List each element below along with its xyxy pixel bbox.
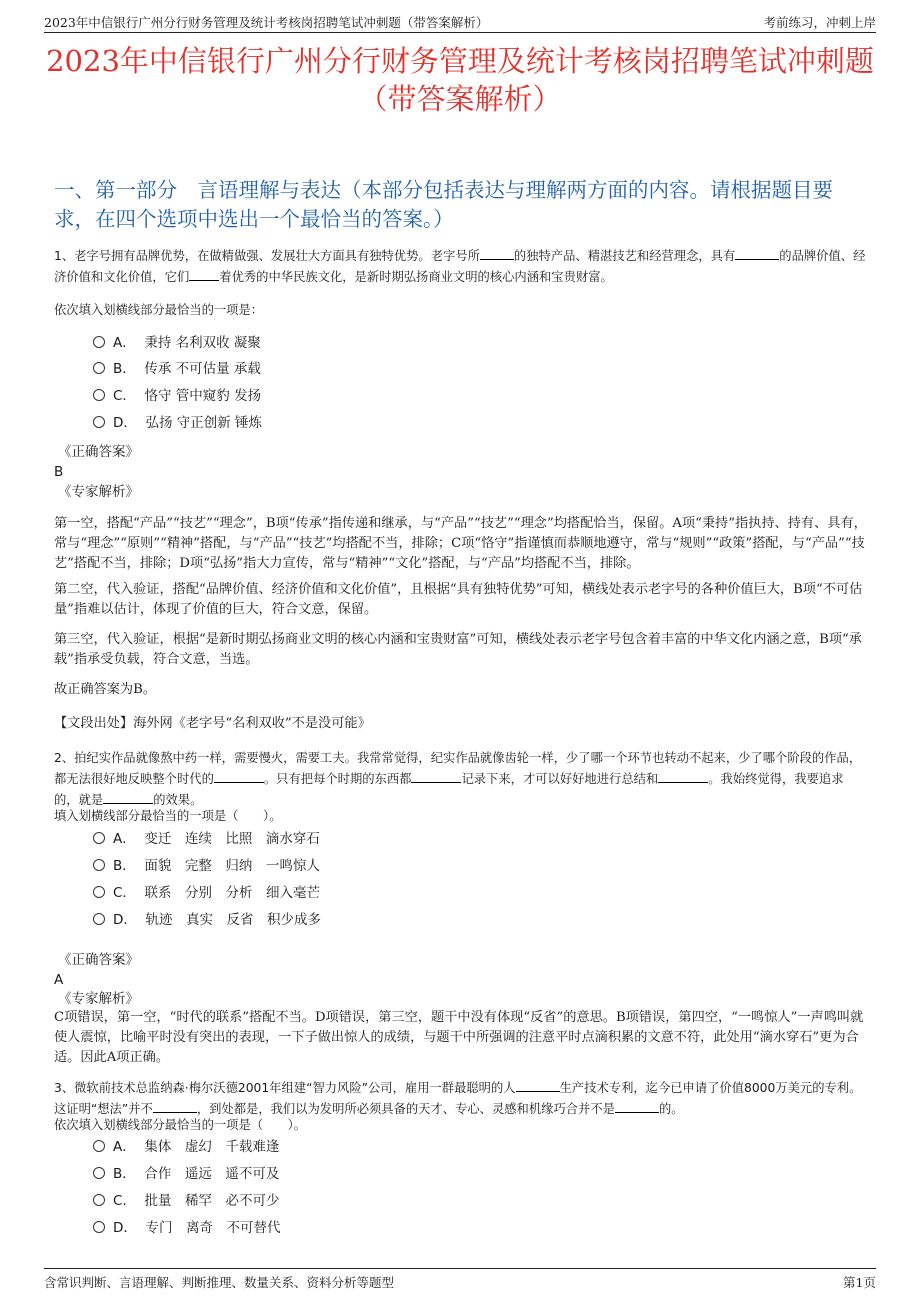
correct-answer-value: B (54, 464, 64, 480)
blank (516, 1079, 560, 1092)
radio-icon[interactable] (93, 859, 105, 871)
correct-answer-label: 《正确答案》 (58, 444, 139, 460)
analysis-paragraph: C项错误，第一空，“时代的联系”搭配不当。D项错误，第三空，题干中没有体现“反省”的意思。B项错误，第四空，“一鸣惊人”一声鸣叫就使人震惊，比喻平时没有突出的表现，一下子做出惊人的成绩，与题干中所强调的注意平时点滴积累的文意不符，此处用“滴水穿石”更为合适。因此A项正确。 (54, 1010, 864, 1065)
radio-icon[interactable] (93, 886, 105, 898)
radio-icon[interactable] (93, 362, 105, 374)
question-2-stem: 2、拍纪实作品就像熬中药一样，需要慢火，需要工夫。我常常觉得，纪实作品就像齿轮一样，少了哪一个环节也转动不起来，少了哪个阶段的作品，都无法很好地反映整个时代的 。只有把每个时期的东西都 记录下来，才可以好好地进行总结和 。我始终觉得，我要追求的，就是 的效果。 (54, 751, 862, 807)
question-1-stem: 1、老字号拥有品牌优势，在做精做强、发展壮大方面具有独特优势。老字号所 的独特产品、精湛技艺和经营理念，具有 的品牌价值、经济价值和文化价值，它们 着优秀的中华民族文化，是新时期弘扬商业文明的核心内涵和宝贵财富。 (54, 249, 866, 284)
radio-icon[interactable] (93, 1167, 105, 1179)
blank (214, 770, 264, 783)
blank (411, 770, 461, 783)
q3-option-b[interactable]: B． 合作 遥远 遥不可及 (93, 1163, 279, 1185)
document-title: 2023年中信银行广州分行财务管理及统计考核岗招聘笔试冲刺题（带答案解析） (46, 44, 874, 116)
radio-icon[interactable] (93, 1221, 105, 1233)
radio-icon[interactable] (93, 389, 105, 401)
radio-icon[interactable] (93, 913, 105, 925)
analysis-paragraph: 第二空，代入验证，搭配“品牌价值、经济价值和文化价值”，且根据“具有独特优势”可知，横线处表示老字号的各种价值巨大，B项“不可估量”指难以估计，体现了价值的巨大，符合文意，保留。 (54, 582, 863, 617)
analysis-paragraph: 第一空，搭配“产品”“技艺”“理念”，B项“传承”指传递和继承，与“产品”“技艺”“理念”均搭配恰当，保留。A项“秉持”指执持、持有、具有，常与“理念”“原则”“精神”搭配，与“产品”“技艺”均搭配不当，排除；C项“恪守”指谨慎而恭顺地遵守，常与“规则”“政策”搭配，与“产品”“技艺”搭配不当，排除；D项“弘扬”指大力宣传，常与“精神”“文化”搭配，与“产品”均搭配不当，排除。 (54, 516, 867, 571)
q1-option-a[interactable]: A． 秉持 名利双收 凝聚 (93, 332, 261, 354)
blank (480, 247, 514, 260)
analysis-label: 《专家解析》 (58, 484, 139, 500)
q3-option-a[interactable]: A． 集体 虚幻 千载难逢 (93, 1136, 279, 1158)
q1-option-d[interactable]: D． 弘扬 守正创新 锤炼 (93, 412, 262, 434)
question-2-prompt: 填入划横线部分最恰当的一项是（ ）。 (54, 809, 282, 823)
blank (189, 268, 219, 281)
page-number: 第1页 (843, 1275, 876, 1290)
blank (153, 1100, 197, 1113)
question-3-stem: 3、微软前技术总监纳森·梅尔沃德2001年组建“智力风险”公司，雇用一群最聪明的人 生产技术专利，迄今已申请了价值8000万美元的专利。这证明“想法”并不 ，到处都是，我们以为发明所必须具备的天才、专心、灵感和机缘巧合并不是 的。 (54, 1081, 862, 1116)
blank (735, 247, 779, 260)
footer-note: 含常识判断、言语理解、判断推理、数量关系、资料分析等题型 (44, 1275, 395, 1290)
correct-answer-label: 《正确答案》 (58, 952, 139, 968)
question-3-prompt: 依次填入划横线部分最恰当的一项是（ ）。 (54, 1118, 307, 1132)
analysis-conclusion: 故正确答案为B。 (54, 682, 157, 697)
analysis-label: 《专家解析》 (58, 991, 139, 1007)
q1-option-c[interactable]: C． 恪守 管中窥豹 发扬 (93, 385, 261, 407)
radio-icon[interactable] (93, 1140, 105, 1152)
q2-option-c[interactable]: C． 联系 分别 分析 细入毫芒 (93, 882, 320, 904)
correct-answer-value: A (54, 972, 64, 988)
radio-icon[interactable] (93, 1194, 105, 1206)
analysis-paragraph: 第三空，代入验证，根据“是新时期弘扬商业文明的核心内涵和宝贵财富”可知，横线处表示老字号包含着丰富的中华文化内涵之意，B项“承载”指承受负载，符合文意，当选。 (54, 632, 862, 667)
section-heading: 一、第一部分 言语理解与表达（本部分包括表达与理解两方面的内容。请根据题目要求，在四个选项中选出一个最恰当的答案。） (54, 178, 833, 231)
q3-option-c[interactable]: C． 批量 稀罕 必不可少 (93, 1190, 280, 1212)
header-title: 2023年中信银行广州分行财务管理及统计考核岗招聘笔试冲刺题（带答案解析） (44, 15, 489, 30)
question-1-prompt: 依次填入划横线部分最恰当的一项是： (54, 303, 264, 317)
page-header (44, 10, 876, 33)
q2-option-a[interactable]: A． 变迁 连续 比照 滴水穿石 (93, 828, 320, 850)
q2-option-b[interactable]: B． 面貌 完整 归纳 一鸣惊人 (93, 855, 320, 877)
q3-option-d[interactable]: D． 专门 离奇 不可替代 (93, 1217, 280, 1239)
blank (615, 1100, 659, 1113)
header-slogan: 考前练习，冲刺上岸 (763, 15, 876, 30)
blank (658, 770, 708, 783)
q1-option-b[interactable]: B． 传承 不可估量 承载 (93, 358, 261, 380)
source-citation: 【文段出处】海外网《老字号“名利双收”不是没可能》 (54, 716, 371, 731)
blank (103, 791, 153, 804)
q2-option-d[interactable]: D． 轨迹 真实 反省 积少成多 (93, 909, 321, 931)
radio-icon[interactable] (93, 336, 105, 348)
page-footer (44, 1268, 876, 1291)
radio-icon[interactable] (93, 416, 105, 428)
radio-icon[interactable] (93, 832, 105, 844)
